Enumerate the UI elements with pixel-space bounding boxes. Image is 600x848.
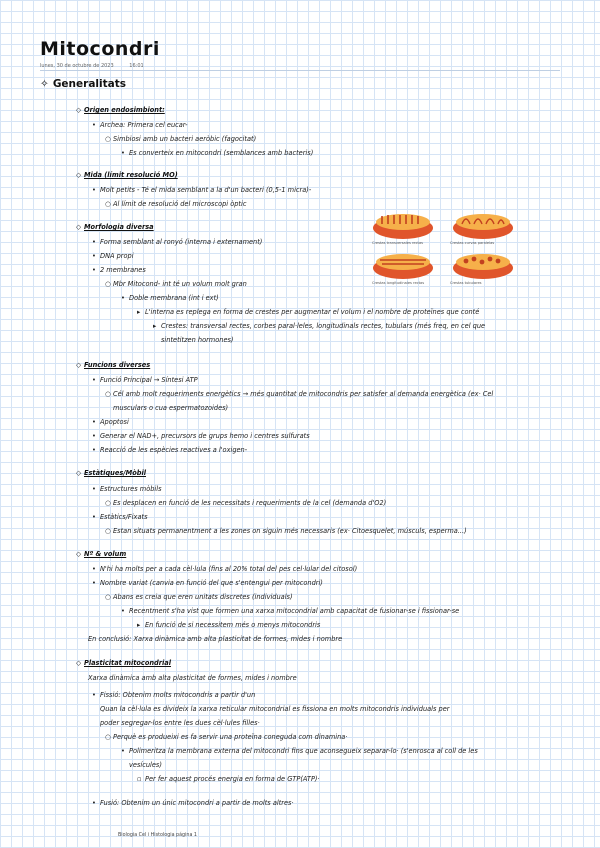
circle-bullet-icon: ◇ [76, 469, 82, 477]
triangle-bullet-icon: ▸ [153, 322, 157, 330]
circle-bullet-icon: ◇ [76, 171, 82, 179]
outline-item: ○ Simbiosi amb un bacteri aeròbic (fagocitat) [105, 135, 257, 143]
dot-bullet-icon: • [121, 747, 125, 755]
outline-item: • N'hi ha molts per a cada cèl·lula (fins al 20% total del pes cel·lular del citosol) [92, 565, 358, 573]
outline-item: • Forma semblant al ronyó (interna i externament) [92, 238, 263, 246]
dot-bullet-icon: • [92, 446, 96, 454]
dot-bullet-icon: • [92, 121, 96, 129]
outline-item: ○ Cél amb molt requeriments energètics → més quantitat de mitocondris per satisfer al demanda energètica (ex· Cel [105, 390, 494, 398]
section-heading-text: Generalitats [52, 78, 126, 90]
dot-bullet-icon: • [92, 799, 96, 807]
outline-item: ◇ Origen endosimbiont: [76, 106, 165, 114]
dot-bullet-icon: • [92, 418, 96, 426]
outline-item: • Nombre variat (canvia en funció del que s'entengui per mitocondri) [92, 579, 323, 587]
ring-bullet-icon: ○ [105, 593, 111, 601]
ring-bullet-icon: ○ [105, 527, 111, 535]
outline-item: • Fissió: Obtenim molts mitocondris a partir d'un [92, 691, 256, 699]
dot-bullet-icon: • [92, 238, 96, 246]
dot-bullet-icon: • [92, 376, 96, 384]
outline-item: • Molt petits - Té el mida semblant a la d'un bacteri (0,5-1 micra)- [92, 186, 312, 194]
outline-item: ◇ Plasticitat mitocondrial [76, 659, 171, 667]
circle-bullet-icon: ◇ [76, 550, 82, 558]
dot-bullet-icon: • [92, 186, 96, 194]
outline-item: vesícules) [129, 761, 162, 769]
cristae-image: Crestas tubulares [448, 250, 518, 288]
outline-item: • Reacció de les espècies reactives a l'oxigen- [92, 446, 248, 454]
outline-item: • Funció Principal → Síntesi ATP [92, 376, 198, 384]
outline-item: ○ Abans es creia que eren unitats discretes (individuals) [105, 593, 293, 601]
outline-item: ▸ Crestes: transversal rectes, corbes paral·leles, longitudinals rectes, tubulars (més freq, en cel que [153, 322, 486, 330]
dot-bullet-icon: • [92, 565, 96, 573]
circle-bullet-icon: ◇ [76, 106, 82, 114]
outline-item: • Apoptosi [92, 418, 129, 426]
outline-item: ○ Al límit de resolució del microscopi òptic [105, 200, 247, 208]
title-divider [40, 70, 560, 71]
cristae-image: Crestas transversales rectas [370, 210, 440, 248]
cristae-image: Crestas curvas paralelas [448, 210, 518, 248]
outline-item: sintetitzen hormones) [161, 336, 234, 344]
ring-bullet-icon: ○ [105, 499, 111, 507]
outline-item: Quan la cèl·lula es divideix la xarxa reticular mitocondrial es fissiona en molts mitocondris individuals per [100, 705, 450, 713]
outline-item: ◇ Morfologia diversa [76, 223, 154, 231]
outline-item: poder segregar-los entre les dues cèl·lules filles· [100, 719, 260, 727]
section-heading [40, 78, 126, 90]
dot-bullet-icon: • [121, 149, 125, 157]
dot-bullet-icon: • [92, 691, 96, 699]
outline-item: ○ Es desplacen en funció de les necessitats i requeriments de la cel (demanda d'O2) [105, 499, 387, 507]
triangle-bullet-icon: ▸ [137, 621, 141, 629]
page-footer: Biologia Cel i Histologia página 1 [118, 833, 197, 838]
outline-item: ◇ Estàtiques/Mòbil [76, 469, 146, 477]
outline-item: ○ Mbr Mitocond- int té un volum molt gran [105, 280, 247, 288]
outline-item: • Doble membrana (int i ext) [121, 294, 219, 302]
outline-item: • Estàtics/Fixats [92, 513, 148, 521]
outline-item: Xarxa dinàmica amb alta plasticitat de formes, mides i nombre [88, 674, 297, 682]
outline-item: ◇ Nº & volum [76, 550, 127, 558]
outline-item: • Recentment s'ha vist que formen una xarxa mitocondrial amb capacitat de fusionar-se i fissionar-se [121, 607, 460, 615]
circle-bullet-icon: ◇ [76, 361, 82, 369]
outline-item: • 2 membranes [92, 266, 146, 274]
outline-item: ◇ Mida (límit resolució MO) [76, 171, 178, 179]
page-title: Mitocondri [40, 38, 160, 60]
cristae-image: Crestas longitudinales rectas [370, 250, 440, 288]
cristae-figure [370, 210, 520, 290]
ring-bullet-icon: ○ [105, 390, 111, 398]
outline-item: • Polimeritza la membrana externa del mitocondri fins que aconsegueix separar-lo· (s'enrosca al coll de les [121, 747, 478, 755]
outline-item: • Archea: Primera cel eucar- [92, 121, 188, 129]
outline-item: ○ Estan situats permanentment a les zones on siguin més necessaris (ex· Citoesquelet, músculs, esperma...) [105, 527, 467, 535]
outline-item: ▸ L'interna es replega en forma de crestes per augmentar el volum i el nombre de proteïnes que conté [137, 308, 480, 316]
ring-bullet-icon: ○ [105, 280, 111, 288]
square-bullet-icon: ▫ [137, 775, 142, 783]
dot-bullet-icon: • [121, 607, 125, 615]
outline-item: ▸ En funció de si necessitem més o menys mitocondris [137, 621, 321, 629]
page-meta [40, 63, 144, 69]
ring-bullet-icon: ○ [105, 135, 111, 143]
dot-bullet-icon: • [92, 252, 96, 260]
outline-item: • Fusió: Obtenim un únic mitocondri a partir de molts altres· [92, 799, 294, 807]
outline-item: ○ Perquè es produeixi es fa servir una proteïna coneguda com dinamina· [105, 733, 348, 741]
circle-bullet-icon: ◇ [76, 659, 82, 667]
ring-bullet-icon: ○ [105, 733, 111, 741]
dot-bullet-icon: • [92, 485, 96, 493]
page-date: lunes, 30 de octubre de 2023 [40, 63, 114, 69]
triangle-bullet-icon: ▸ [137, 308, 141, 316]
outline-item: • Es converteix en mitocondri (semblances amb bacteris) [121, 149, 314, 157]
outline-item: ▫ Per fer aquest procés energia en forma de GTP(ATP)· [137, 775, 320, 783]
outline-item: musculars o cua espermatozoides) [113, 404, 229, 412]
ring-bullet-icon: ○ [105, 200, 111, 208]
sparkle-icon: ✧ [40, 78, 49, 90]
dot-bullet-icon: • [92, 266, 96, 274]
dot-bullet-icon: • [92, 432, 96, 440]
outline-item: • Generar el NAD+, precursors de grups hemo i centres sulfurats [92, 432, 310, 440]
circle-bullet-icon: ◇ [76, 223, 82, 231]
outline-item: ◇ Funcions diverses [76, 361, 151, 369]
outline-item: • DNA propi [92, 252, 134, 260]
outline-item: • Estructures mòbils [92, 485, 162, 493]
dot-bullet-icon: • [121, 294, 125, 302]
outline-item: En conclusió: Xarxa dinàmica amb alta plasticitat de formes, mides i nombre [88, 635, 343, 643]
dot-bullet-icon: • [92, 513, 96, 521]
page-time: 16:01 [129, 63, 144, 69]
dot-bullet-icon: • [92, 579, 96, 587]
